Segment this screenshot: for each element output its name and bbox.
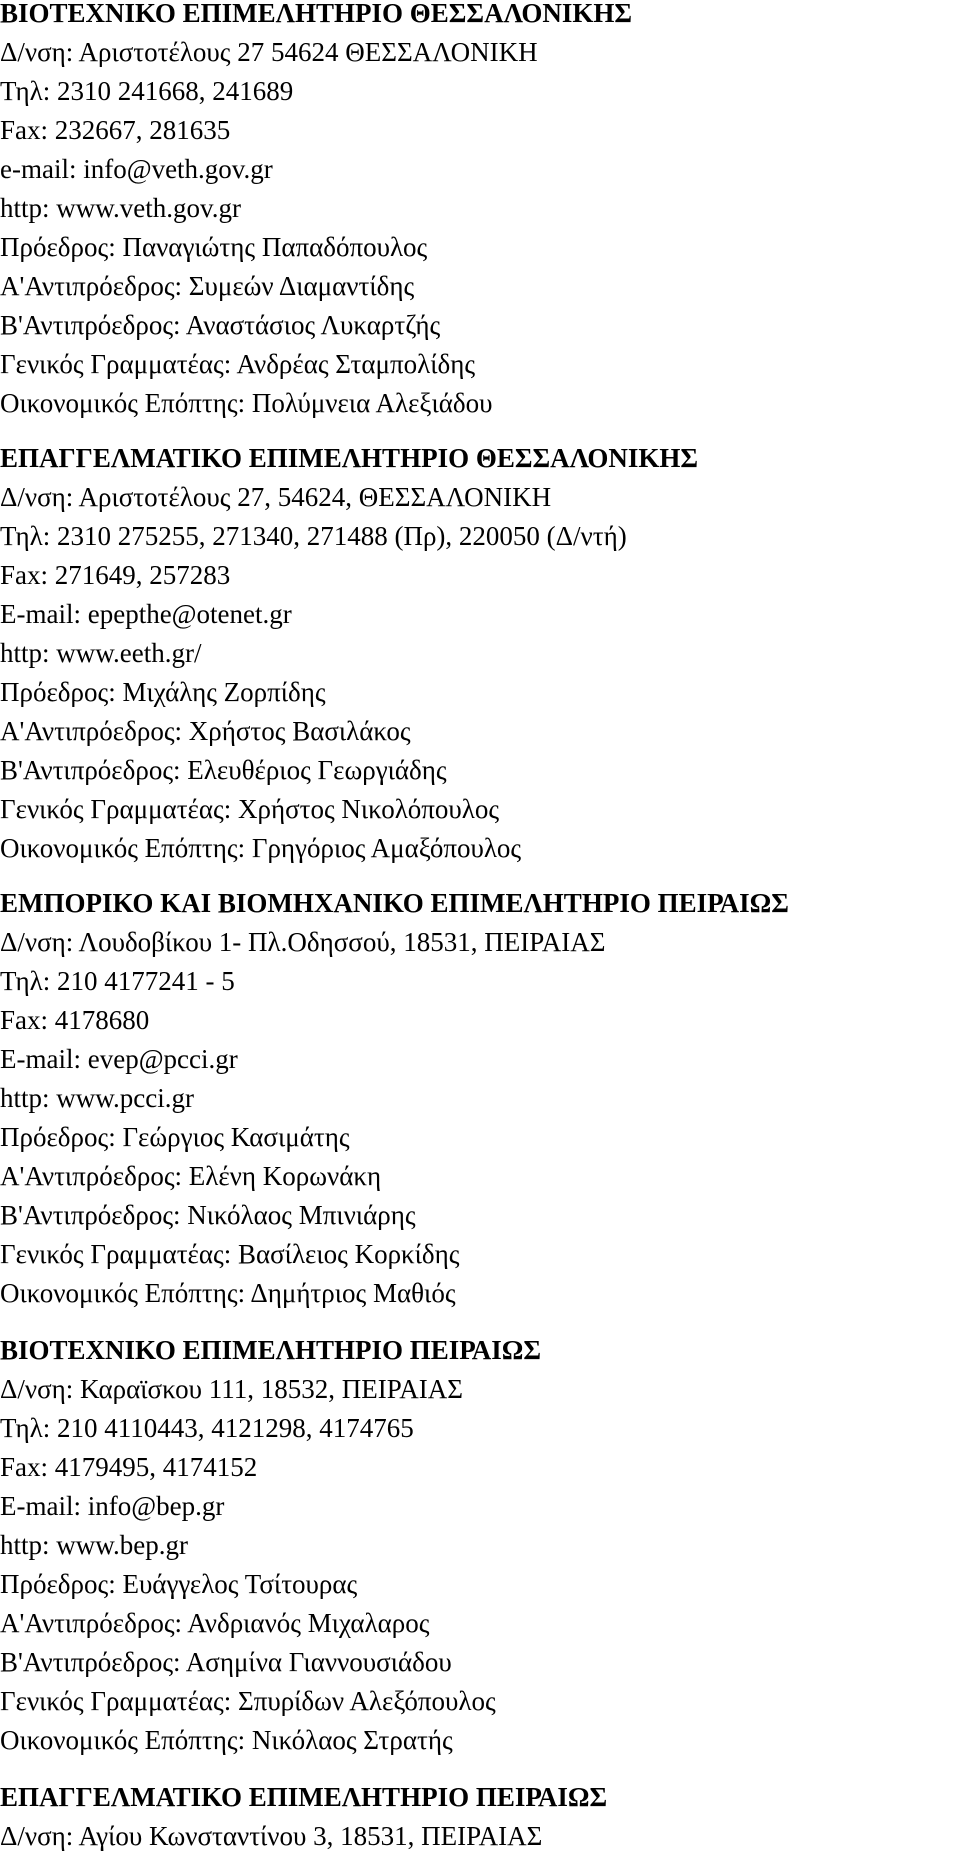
address-line: Δ/νση: Λουδοβίκου 1- Πλ.Οδησσού, 18531, ΠΕΙΡΑΙΑΣ [0, 927, 606, 957]
website-line: http: www.pcci.gr [0, 1083, 194, 1113]
general-secretary-line: Γενικός Γραμματέας: Σπυρίδων Αλεξόπουλος [0, 1686, 496, 1716]
chamber-block-pcci [0, 884, 789, 1313]
treasurer-line: Οικονομικός Επόπτης: Πολύμνεια Αλεξιάδου [0, 388, 493, 418]
chamber-block-eeth [0, 439, 698, 868]
email-line: E-mail: epepthe@otenet.gr [0, 599, 292, 629]
phone-line: Τηλ: 2310 275255, 271340, 271488 (Πρ), 220050 (Δ/ντή) [0, 521, 627, 551]
first-vice-president-line: Α'Αντιπρόεδρος: Ελένη Κορωνάκη [0, 1161, 382, 1191]
email-line: E-mail: info@bep.gr [0, 1491, 225, 1521]
general-secretary-line: Γενικός Γραμματέας: Βασίλειος Κορκίδης [0, 1239, 460, 1269]
address-line: Δ/νση: Αριστοτέλους 27 54624 ΘΕΣΣΑΛΟΝΙΚΗ [0, 37, 538, 67]
address-line: Δ/νση: Αγίου Κωνσταντίνου 3, 18531, ΠΕΙΡΑΙΑΣ [0, 1821, 543, 1851]
email-line: e-mail: info@veth.gov.gr [0, 154, 273, 184]
treasurer-line: Οικονομικός Επόπτης: Νικόλαος Στρατής [0, 1725, 453, 1755]
treasurer-line: Οικονομικός Επόπτης: Δημήτριος Μαθιός [0, 1278, 456, 1308]
website-line: http: www.veth.gov.gr [0, 193, 241, 223]
address-line: Δ/νση: Καραϊσκου 111, 18532, ΠΕΙΡΑΙΑΣ [0, 1374, 463, 1404]
chamber-title: ΒΙΟΤΕΧΝΙΚΟ ΕΠΙΜΕΛΗΤΗΡΙΟ ΘΕΣΣΑΛΟΝΙΚΗΣ [0, 0, 633, 28]
phone-line: Τηλ: 210 4177241 - 5 [0, 966, 235, 996]
fax-line: Fax: 271649, 257283 [0, 560, 231, 590]
chamber-block-veth [0, 0, 632, 423]
phone-line: Τηλ: 210 4110443, 4121298, 4174765 [0, 1413, 414, 1443]
second-vice-president-line: Β'Αντιπρόεδρος: Νικόλαος Μπινιάρης [0, 1200, 416, 1230]
second-vice-president-line: Β'Αντιπρόεδρος: Αναστάσιος Λυκαρτζής [0, 310, 441, 340]
fax-line: Fax: 4179495, 4174152 [0, 1452, 258, 1482]
president-line: Πρόεδρος: Μιχάλης Ζορπίδης [0, 677, 326, 707]
fax-line: Fax: 4178680 [0, 1005, 150, 1035]
first-vice-president-line: Α'Αντιπρόεδρος: Χρήστος Βασιλάκος [0, 716, 411, 746]
chamber-title: ΒΙΟΤΕΧΝΙΚΟ ΕΠΙΜΕΛΗΤΗΡΙΟ ΠΕΙΡΑΙΩΣ [0, 1335, 542, 1365]
chamber-title: ΕΠΑΓΓΕΛΜΑΤΙΚΟ ΕΠΙΜΕΛΗΤΗΡΙΟ ΠΕΙΡΑΙΩΣ [0, 1782, 608, 1812]
president-line: Πρόεδρος: Παναγιώτης Παπαδόπουλος [0, 232, 428, 262]
president-line: Πρόεδρος: Ευάγγελος Τσίτουρας [0, 1569, 358, 1599]
website-line: http: www.eeth.gr/ [0, 638, 202, 668]
chamber-title: ΕΜΠΟΡΙΚΟ ΚΑΙ ΒΙΟΜΗΧΑΝΙΚΟ ΕΠΙΜΕΛΗΤΗΡΙΟ ΠΕΙΡΑΙΩΣ [0, 888, 789, 918]
email-line: E-mail: evep@pcci.gr [0, 1044, 238, 1074]
general-secretary-line: Γενικός Γραμματέας: Χρήστος Νικολόπουλος [0, 794, 500, 824]
website-line: http: www.bep.gr [0, 1530, 188, 1560]
second-vice-president-line: Β'Αντιπρόεδρος: Ελευθέριος Γεωργιάδης [0, 755, 447, 785]
second-vice-president-line: Β'Αντιπρόεδρος: Ασημίνα Γιαννουσιάδου [0, 1647, 452, 1677]
first-vice-president-line: Α'Αντιπρόεδρος: Συμεών Διαμαντίδης [0, 271, 415, 301]
general-secretary-line: Γενικός Γραμματέας: Ανδρέας Σταμπολίδης [0, 349, 476, 379]
chamber-title: ΕΠΑΓΓΕΛΜΑΤΙΚΟ ΕΠΙΜΕΛΗΤΗΡΙΟ ΘΕΣΣΑΛΟΝΙΚΗΣ [0, 443, 699, 473]
address-line: Δ/νση: Αριστοτέλους 27, 54624, ΘΕΣΣΑΛΟΝΙΚΗ [0, 482, 552, 512]
president-line: Πρόεδρος: Γεώργιος Κασιμάτης [0, 1122, 350, 1152]
fax-line: Fax: 232667, 281635 [0, 115, 231, 145]
chamber-block-bep [0, 1331, 541, 1760]
treasurer-line: Οικονομικός Επόπτης: Γρηγόριος Αμαξόπουλος [0, 833, 522, 863]
phone-line: Τηλ: 2310 241668, 241689 [0, 76, 294, 106]
first-vice-president-line: Α'Αντιπρόεδρος: Ανδριανός Μιχαλαρος [0, 1608, 430, 1638]
chamber-block-epp [0, 1778, 607, 1856]
